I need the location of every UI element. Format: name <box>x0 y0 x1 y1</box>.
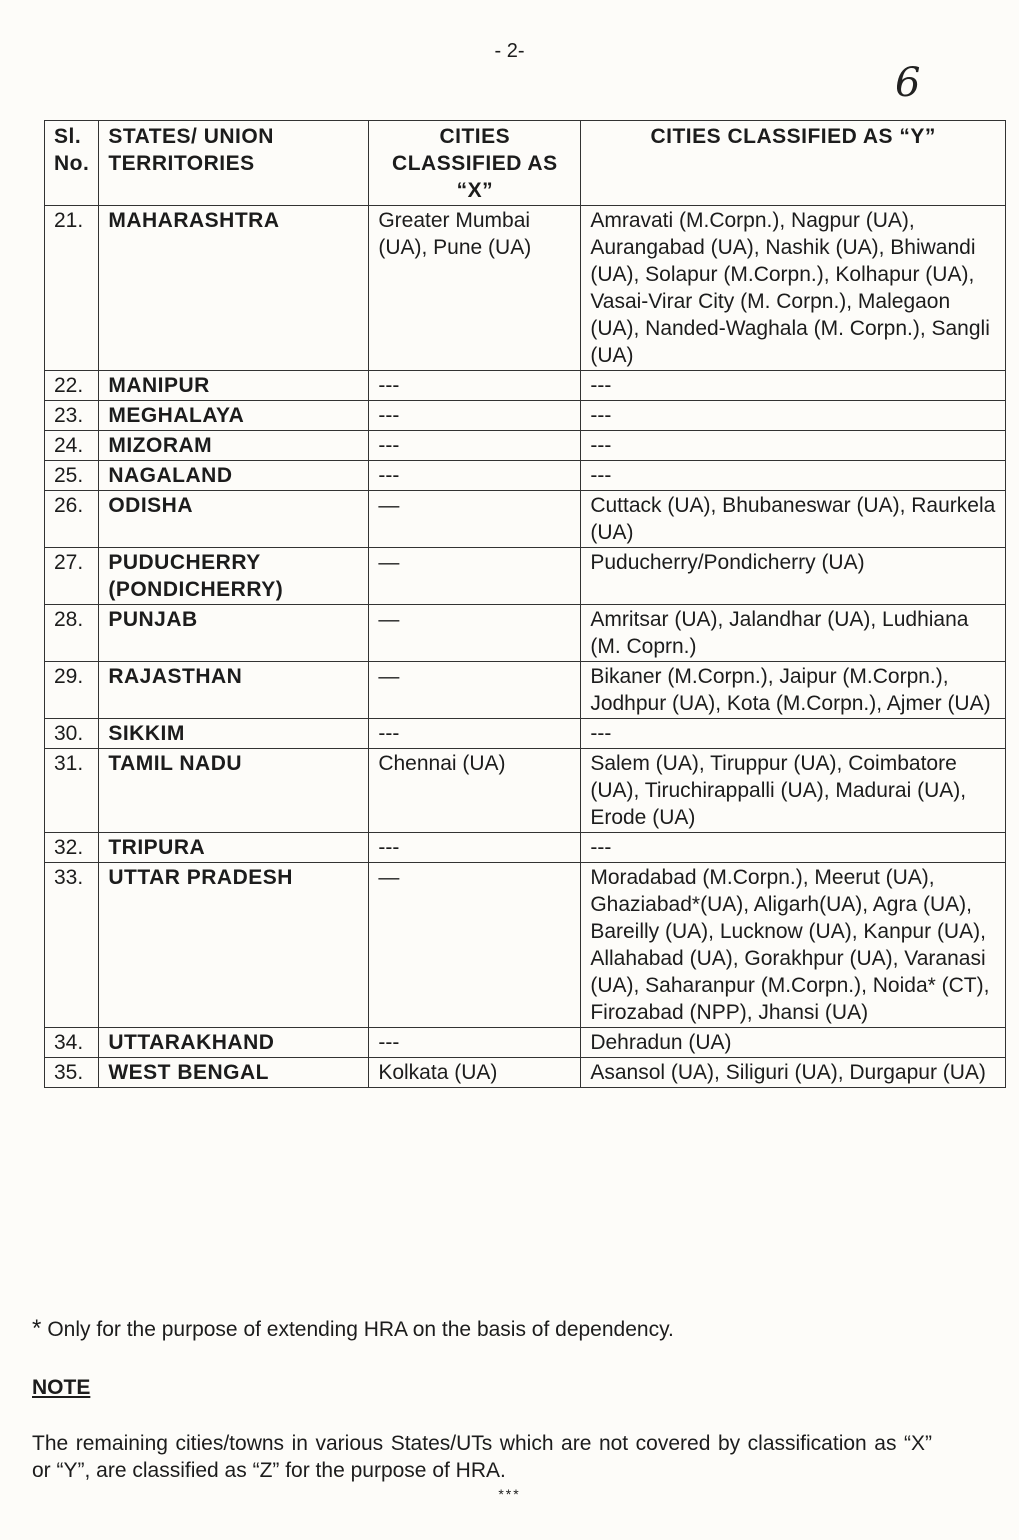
footnote-marker: * <box>32 1315 42 1342</box>
cell-cities-x: Kolkata (UA) <box>369 1058 581 1088</box>
table-row <box>45 371 1006 401</box>
cell-cities-x: --- <box>369 401 581 431</box>
cell-cities-y: Amravati (M.Corpn.), Nagpur (UA), Aurangabad (UA), Nashik (UA), Bhiwandi (UA), Solapur (M.Corpn.), Kolhapur (UA), Vasai-Virar City (M. Corpn.), Malegaon (UA), Nanded-Waghala (M. Corpn.), Sangli (UA) <box>581 206 1006 371</box>
table-row <box>45 548 1006 605</box>
cell-cities-x: Chennai (UA) <box>369 749 581 833</box>
table-row <box>45 863 1006 1028</box>
table-row <box>45 1028 1006 1058</box>
cell-sl-no: 32. <box>45 833 99 863</box>
page-number: - 2- <box>494 40 525 62</box>
cell-sl-no: 27. <box>45 548 99 605</box>
cell-state: PUNJAB <box>99 605 369 662</box>
cell-cities-x: — <box>369 863 581 1028</box>
cell-cities-y: Cuttack (UA), Bhubaneswar (UA), Raurkela (UA) <box>581 491 1006 548</box>
cell-cities-y: --- <box>581 431 1006 461</box>
cell-cities-y: --- <box>581 401 1006 431</box>
cell-state: TAMIL NADU <box>99 749 369 833</box>
table-row <box>45 749 1006 833</box>
table-row <box>45 431 1006 461</box>
footnote-text: Only for the purpose of extending HRA on the basis of dependency. <box>47 1318 674 1341</box>
cell-state: TRIPURA <box>99 833 369 863</box>
cell-state: MEGHALAYA <box>99 401 369 431</box>
cell-cities-y: --- <box>581 719 1006 749</box>
table-row <box>45 461 1006 491</box>
table-row <box>45 206 1006 371</box>
cell-cities-y: Asansol (UA), Siliguri (UA), Durgapur (UA) <box>581 1058 1006 1088</box>
cell-state: PUDUCHERRY (PONDICHERRY) <box>99 548 369 605</box>
note-heading: NOTE <box>32 1376 91 1399</box>
note-text: The remaining cities/towns in various States/UTs which are not covered by classification as “X” or “Y”, are classified as “Z” for the purpose of HRA. <box>32 1432 932 1482</box>
cell-state: UTTAR PRADESH <box>99 863 369 1028</box>
cell-sl-no: 35. <box>45 1058 99 1088</box>
cell-state: RAJASTHAN <box>99 662 369 719</box>
cell-cities-x: --- <box>369 1028 581 1058</box>
cell-cities-x: --- <box>369 371 581 401</box>
cell-sl-no: 26. <box>45 491 99 548</box>
table-row <box>45 401 1006 431</box>
table-row <box>45 491 1006 548</box>
cell-cities-x: Greater Mumbai (UA), Pune (UA) <box>369 206 581 371</box>
header-cities-y: CITIES CLASSIFIED AS “Y” <box>581 121 1006 206</box>
cell-cities-x: --- <box>369 431 581 461</box>
cell-state: WEST BENGAL <box>99 1058 369 1088</box>
cell-sl-no: 22. <box>45 371 99 401</box>
header-cities-x: CITIES CLASSIFIED AS “X” <box>369 121 581 206</box>
header-state: STATES/ UNION TERRITORIES <box>99 121 369 206</box>
cell-cities-y: Moradabad (M.Corpn.), Meerut (UA), Ghaziabad*(UA), Aligarh(UA), Agra (UA), Bareilly (UA), Lucknow (UA), Kanpur (UA), Allahabad (UA), Gorakhpur (UA), Varanasi (UA), Saharanpur (M.Corpn.), Noida* (CT), Firozabad (NPP), Jhansi (UA) <box>581 863 1006 1028</box>
cell-sl-no: 25. <box>45 461 99 491</box>
cell-cities-y: --- <box>581 371 1006 401</box>
cell-state: ODISHA <box>99 491 369 548</box>
cell-cities-x: — <box>369 491 581 548</box>
cell-sl-no: 30. <box>45 719 99 749</box>
table-header-row <box>45 121 1006 206</box>
cell-cities-y: --- <box>581 833 1006 863</box>
cell-cities-x: — <box>369 662 581 719</box>
cell-state: MAHARASHTRA <box>99 206 369 371</box>
cell-sl-no: 31. <box>45 749 99 833</box>
cell-cities-y: Salem (UA), Tiruppur (UA), Coimbatore (UA), Tiruchirappalli (UA), Madurai (UA), Erode (UA) <box>581 749 1006 833</box>
hra-city-classification-table <box>44 120 1006 1088</box>
table-row <box>45 833 1006 863</box>
cell-sl-no: 34. <box>45 1028 99 1058</box>
table-row <box>45 719 1006 749</box>
cell-cities-y: Dehradun (UA) <box>581 1028 1006 1058</box>
cell-state: MANIPUR <box>99 371 369 401</box>
cell-cities-y: Amritsar (UA), Jalandhar (UA), Ludhiana (M. Coprn.) <box>581 605 1006 662</box>
cell-cities-x: --- <box>369 461 581 491</box>
cell-sl-no: 21. <box>45 206 99 371</box>
cell-cities-y: --- <box>581 461 1006 491</box>
table-body <box>45 206 1006 1088</box>
cell-state: SIKKIM <box>99 719 369 749</box>
cell-sl-no: 24. <box>45 431 99 461</box>
cell-state: UTTARAKHAND <box>99 1028 369 1058</box>
handwritten-page-mark: 6 <box>895 60 921 106</box>
cell-sl-no: 23. <box>45 401 99 431</box>
end-mark: *** <box>498 1486 521 1502</box>
cell-sl-no: 29. <box>45 662 99 719</box>
cell-cities-y: Bikaner (M.Corpn.), Jaipur (M.Corpn.), Jodhpur (UA), Kota (M.Corpn.), Ajmer (UA) <box>581 662 1006 719</box>
cell-sl-no: 33. <box>45 863 99 1028</box>
table-row <box>45 662 1006 719</box>
cell-cities-x: — <box>369 548 581 605</box>
cell-cities-x: --- <box>369 833 581 863</box>
cell-cities-x: — <box>369 605 581 662</box>
table-row <box>45 1058 1006 1088</box>
header-sl-no: Sl. No. <box>45 121 99 206</box>
cell-state: NAGALAND <box>99 461 369 491</box>
footnote <box>32 1315 674 1343</box>
table-row <box>45 605 1006 662</box>
cell-cities-y: Puducherry/Pondicherry (UA) <box>581 548 1006 605</box>
cell-sl-no: 28. <box>45 605 99 662</box>
cell-state: MIZORAM <box>99 431 369 461</box>
cell-cities-x: --- <box>369 719 581 749</box>
